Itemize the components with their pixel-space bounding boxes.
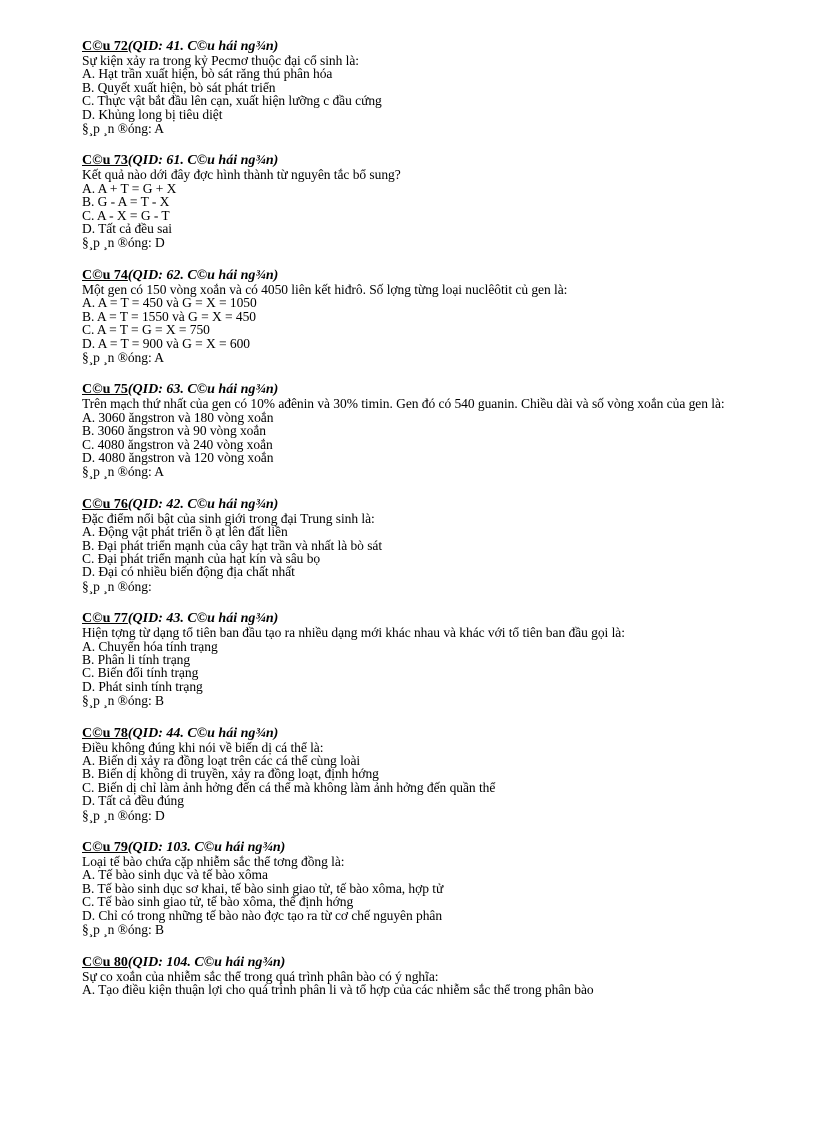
question-header xyxy=(82,956,782,970)
option-b: B. G - A = T - X xyxy=(82,194,170,210)
question-header xyxy=(82,612,782,626)
document-page xyxy=(82,40,782,1015)
question-number: C©u 73 xyxy=(82,153,128,169)
option-a: A. Tạo điều kiện thuận lợi cho quá trình phân li và tổ hợp của các nhiễm sắc thể trong phân bào xyxy=(82,981,594,997)
question-header xyxy=(82,269,782,283)
answer-line: §¸p ¸n ®óng: A xyxy=(82,349,164,365)
question-block xyxy=(82,841,782,936)
option-b: B. Biến dị không di truyền, xảy ra đồng loạt, định hớng xyxy=(82,766,379,782)
option-c: C. Thực vật bắt đầu lên cạn, xuất hiện lưỡng c đầu cứng xyxy=(82,93,382,109)
question-stem: Trên mạch thứ nhất của gen có 10% ađênin và 30% timin. Gen đó có 540 guanin. Chiều dài và số vòng xoắn của gen là: xyxy=(82,396,725,412)
option-d: D. 4080 ăngstron và 120 vòng xoắn xyxy=(82,449,274,465)
option-b: B. A = T = 1550 và G = X = 450 xyxy=(82,308,256,324)
question-stem: Đặc điểm nổi bật của sinh giới trong đại Trung sinh là: xyxy=(82,510,375,526)
question-header xyxy=(82,498,782,512)
question-block xyxy=(82,727,782,822)
option-c: C. Đại phát triển mạnh của hạt kín và sâu bọ xyxy=(82,550,321,566)
question-number: C©u 78 xyxy=(82,725,128,741)
option-b: B. Tế bào sinh dục sơ khai, tế bào sinh giao tử, tế bào xôma, hợp tử xyxy=(82,880,444,896)
question-number: C©u 79 xyxy=(82,840,128,856)
question-number: C©u 77 xyxy=(82,611,128,627)
question-meta: (QID: 62. C©u hái ng¾n) xyxy=(127,267,279,283)
question-stem: Sự kiện xảy ra trong kỷ Pecmơ thuộc đại cổ sinh là: xyxy=(82,53,359,68)
question-number: C©u 80 xyxy=(82,954,128,970)
option-a: A. 3060 ăngstron và 180 vòng xoắn xyxy=(82,409,274,425)
option-d: D. Tất cả đều sai xyxy=(82,221,172,237)
option-b: B. Phân li tính trạng xyxy=(82,652,191,667)
option-d: D. A = T = 900 và G = X = 600 xyxy=(82,335,251,351)
question-stem: Kết quả nào dới đây đợc hình thành từ nguyên tắc bổ sung? xyxy=(82,167,401,183)
question-block xyxy=(82,612,782,707)
answer-line: §¸p ¸n ®óng: A xyxy=(82,121,164,137)
question-header xyxy=(82,841,782,855)
option-a: A. A = T = 450 và G = X = 1050 xyxy=(82,295,257,311)
option-c: C. Biến dị chỉ làm ảnh hởng đến cá thể mà không làm ảnh hởng đến quần thể xyxy=(82,779,496,795)
question-number: C©u 75 xyxy=(82,382,128,398)
question-header xyxy=(82,727,782,741)
question-block xyxy=(82,383,782,478)
answer-line: §¸p ¸n ®óng: A xyxy=(82,464,164,480)
option-d: D. Chỉ có trong những tế bào nào đợc tạo ra từ cơ chế nguyên phân xyxy=(82,907,443,923)
option-b: B. Đại phát triển mạnh của cây hạt trần và nhất là bò sát xyxy=(82,537,383,553)
option-d: D. Phát sinh tính trạng xyxy=(82,678,203,694)
question-header xyxy=(82,154,782,168)
question-meta: (QID: 63. C©u hái ng¾n) xyxy=(127,382,279,398)
question-stem: Loại tế bào chứa cặp nhiễm sắc thể tơng đồng là: xyxy=(82,854,345,870)
question-header xyxy=(82,383,782,397)
option-c: C. A = T = G = X = 750 xyxy=(82,322,210,338)
option-a: A. Biến dị xảy ra đồng loạt trên các cá thể cùng loài xyxy=(82,753,361,769)
option-c: C. A - X = G - T xyxy=(82,207,170,223)
question-block xyxy=(82,498,782,593)
question-stem: Một gen có 150 vòng xoắn và có 4050 liên kết hiđrô. Số lợng từng loại nuclêôtit củ gen là: xyxy=(82,281,568,297)
answer-line: §¸p ¸n ®óng: B xyxy=(82,922,164,938)
option-a: A. Tế bào sinh dục và tế bào xôma xyxy=(82,867,268,883)
question-number: C©u 72 xyxy=(82,39,128,54)
question-meta: (QID: 103. C©u hái ng¾n) xyxy=(127,840,286,856)
answer-line: §¸p ¸n ®óng: D xyxy=(82,235,165,251)
question-stem: Hiện tợng từ dạng tổ tiên ban đầu tạo ra nhiều dạng mới khác nhau và khác với tổ tiên ban đầu gọi là: xyxy=(82,625,625,641)
question-stem: Sự co xoắn của nhiễm sắc thể trong quá trình phân bào có ý nghĩa: xyxy=(82,968,439,984)
answer-line: §¸p ¸n ®óng: xyxy=(82,578,152,594)
option-c: C. Tế bào sinh giao tử, tế bào xôma, thể định hớng xyxy=(82,894,354,910)
option-d: D. Đại có nhiều biến động địa chất nhất xyxy=(82,564,295,580)
question-meta: (QID: 44. C©u hái ng¾n) xyxy=(127,725,279,741)
question-meta: (QID: 42. C©u hái ng¾n) xyxy=(127,496,279,512)
answer-line: §¸p ¸n ®óng: B xyxy=(82,693,164,709)
option-d: D. Tất cả đều đúng xyxy=(82,793,184,809)
question-block xyxy=(82,40,782,135)
answer-line: §¸p ¸n ®óng: D xyxy=(82,807,165,823)
question-meta: (QID: 43. C©u hái ng¾n) xyxy=(127,611,279,627)
option-a: A. Động vật phát triển ồ ạt lên đất liền xyxy=(82,524,288,540)
option-b: B. 3060 ăngstron và 90 vòng xoắn xyxy=(82,423,267,439)
question-block xyxy=(82,269,782,364)
option-b: B. Quyết xuất hiện, bò sát phát triển xyxy=(82,79,276,95)
question-number: C©u 76 xyxy=(82,496,128,512)
option-c: C. 4080 ăngstron và 240 vòng xoắn xyxy=(82,436,273,452)
option-a: A. Chuyển hóa tính trạng xyxy=(82,638,218,654)
option-d: D. Khủng long bị tiêu diệt xyxy=(82,106,223,122)
option-a: A. A + T = G + X xyxy=(82,180,177,196)
option-c: C. Biến đổi tính trạng xyxy=(82,665,199,681)
question-block xyxy=(82,956,782,997)
question-stem: Điều không đúng khi nói về biến dị cá thể là: xyxy=(82,739,324,755)
option-a: A. Hạt trần xuất hiện, bò sát răng thú phân hóa xyxy=(82,66,333,82)
question-number: C©u 74 xyxy=(82,267,128,283)
question-header xyxy=(82,40,782,54)
question-meta: (QID: 104. C©u hái ng¾n) xyxy=(127,954,286,970)
question-block xyxy=(82,154,782,249)
question-meta: (QID: 41. C©u hái ng¾n) xyxy=(127,39,279,54)
question-meta: (QID: 61. C©u hái ng¾n) xyxy=(127,153,279,169)
